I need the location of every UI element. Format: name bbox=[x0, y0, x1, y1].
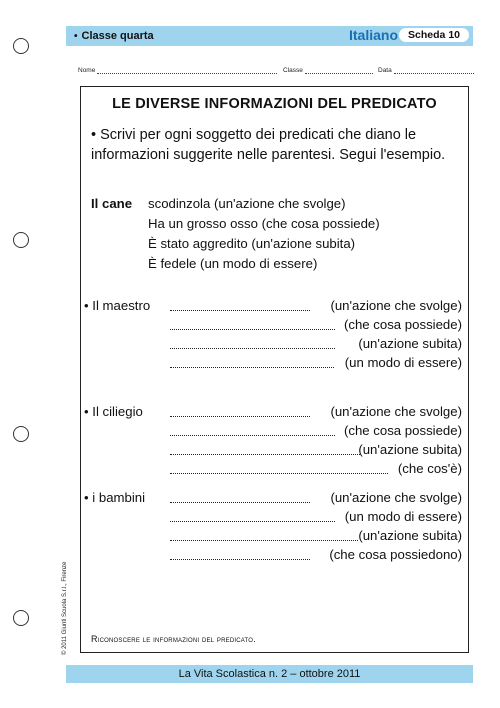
group-subject: • i bambini bbox=[84, 490, 146, 505]
answer-line[interactable] bbox=[170, 435, 335, 436]
class-level-label: Classe quarta bbox=[81, 30, 154, 42]
class-level bbox=[74, 30, 154, 42]
bullet-icon: • bbox=[74, 31, 78, 42]
page-title: LE DIVERSE INFORMAZIONI DEL PREDICATO bbox=[112, 96, 437, 112]
hint-text: (un'azione che svolge) bbox=[330, 298, 462, 313]
learning-objective: Riconoscere le informazioni del predicato. bbox=[91, 634, 256, 644]
worksheet-number: Scheda 10 bbox=[399, 28, 469, 42]
date-label: Data bbox=[378, 67, 392, 74]
answer-line[interactable] bbox=[170, 454, 360, 455]
example-line: È fedele (un modo di essere) bbox=[148, 256, 318, 271]
hint-text: (che cos'è) bbox=[397, 461, 462, 476]
binder-hole bbox=[13, 232, 29, 248]
group-subject: • Il maestro bbox=[84, 298, 151, 313]
example-line: Ha un grosso osso (che cosa possiede) bbox=[148, 216, 380, 231]
example-subject: Il cane bbox=[91, 196, 133, 211]
subject-label: Italiano bbox=[348, 27, 398, 43]
hint-text: (che cosa possiede) bbox=[343, 317, 462, 332]
example-lines bbox=[148, 194, 408, 274]
hint-text: (un'azione subita) bbox=[358, 528, 462, 543]
hint-text: (un modo di essere) bbox=[344, 355, 462, 370]
answer-line[interactable] bbox=[170, 416, 310, 417]
instruction-text: • Scrivi per ogni soggetto dei predicati che diano le informazioni suggerite nelle parentesi. Segui l'esempio. bbox=[91, 127, 446, 163]
binder-hole bbox=[13, 426, 29, 442]
exercise-box bbox=[80, 86, 469, 653]
example-line: È stato aggredito (un'azione subita) bbox=[148, 236, 356, 251]
hint-text: (un modo di essere) bbox=[344, 509, 462, 524]
class-field[interactable] bbox=[283, 62, 378, 74]
answer-line[interactable] bbox=[170, 348, 335, 349]
hint-text: (un'azione che svolge) bbox=[330, 490, 462, 505]
answer-line[interactable] bbox=[170, 473, 388, 474]
header-bar bbox=[66, 26, 473, 46]
date-field[interactable] bbox=[378, 62, 476, 74]
publication-info: La Vita Scolastica n. 2 – ottobre 2011 bbox=[178, 668, 361, 680]
answer-line[interactable] bbox=[170, 329, 335, 330]
hint-text: (che cosa possiedono) bbox=[329, 547, 462, 562]
example-line: scodinzola (un'azione che svolge) bbox=[148, 196, 346, 211]
answer-line[interactable] bbox=[170, 310, 310, 311]
hint-text: (un'azione subita) bbox=[358, 442, 462, 457]
answer-line[interactable] bbox=[170, 521, 335, 522]
hint-text: (che cosa possiede) bbox=[343, 423, 462, 438]
binder-hole bbox=[13, 610, 29, 626]
group-subject: • Il ciliegio bbox=[84, 404, 143, 419]
student-fields bbox=[78, 62, 476, 74]
name-field[interactable] bbox=[78, 62, 283, 74]
class-label: Classe bbox=[283, 67, 303, 74]
answer-line[interactable] bbox=[170, 502, 310, 503]
copyright-notice: © 2011 Giunti Scuola S.r.l., Firenze bbox=[62, 561, 68, 655]
footer-bar bbox=[66, 665, 473, 683]
hint-text: (un'azione che svolge) bbox=[330, 404, 462, 419]
answer-line[interactable] bbox=[170, 540, 358, 541]
binder-hole bbox=[13, 38, 29, 54]
name-label: Nome bbox=[78, 67, 96, 74]
hint-text: (un'azione subita) bbox=[358, 336, 462, 351]
answer-line[interactable] bbox=[170, 367, 334, 368]
answer-line[interactable] bbox=[170, 559, 310, 560]
